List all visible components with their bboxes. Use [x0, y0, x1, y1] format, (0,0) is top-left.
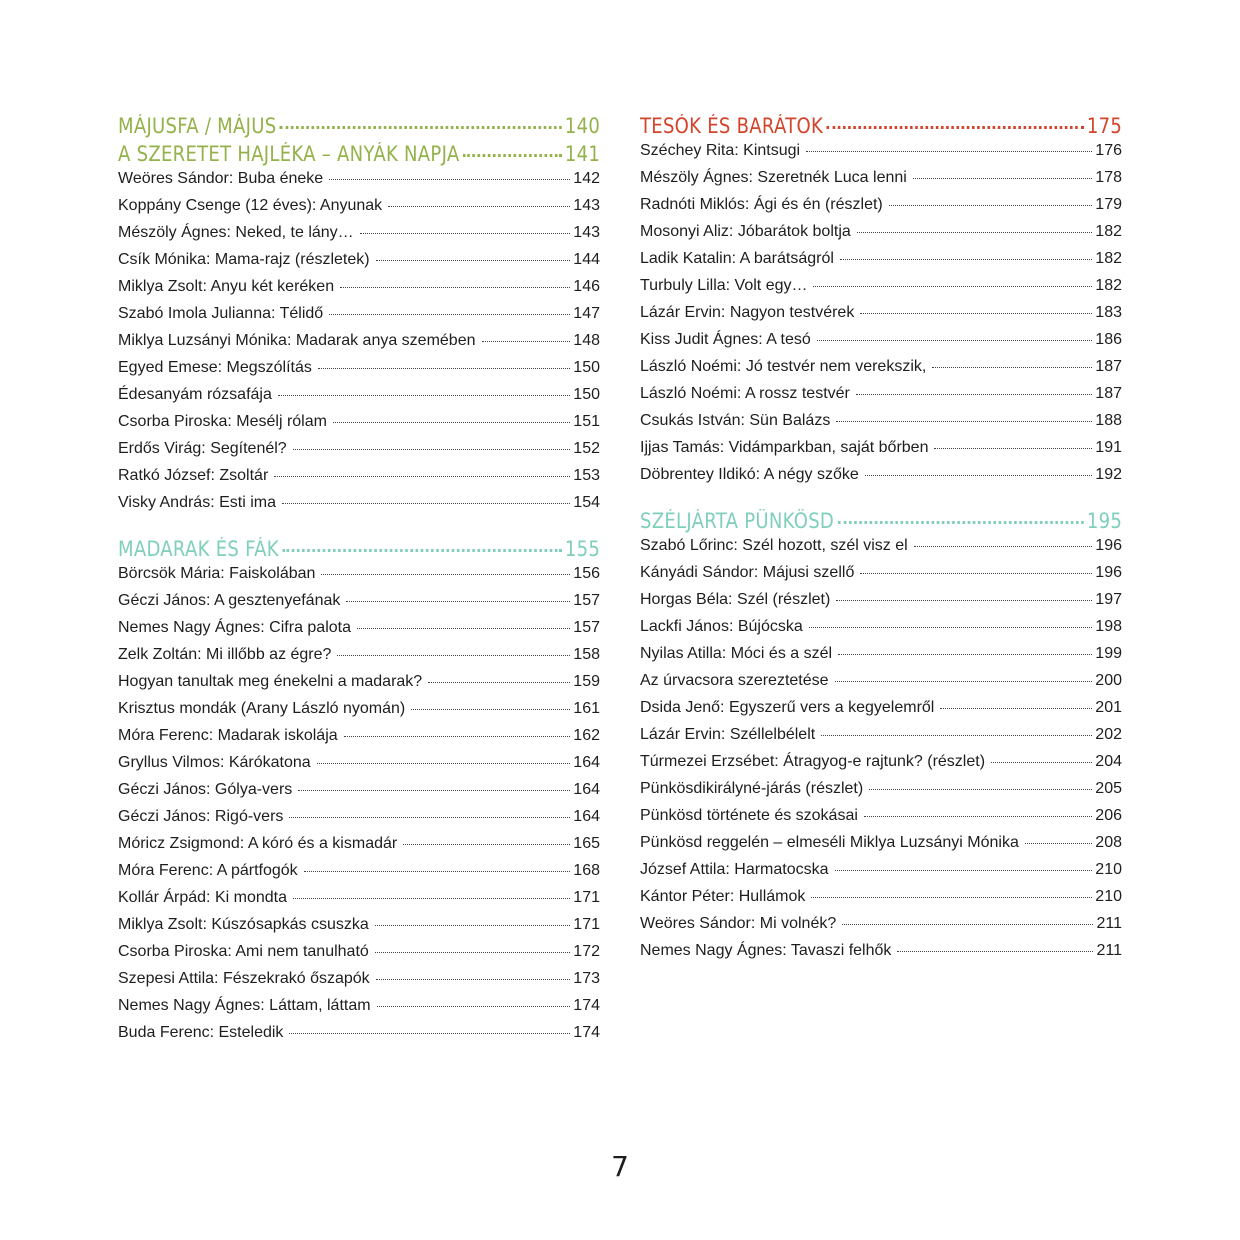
toc-entry-title: Móra Ferenc: Madarak iskolája [118, 727, 338, 744]
toc-entry-page: 210 [1095, 888, 1122, 905]
toc-entry [118, 278, 600, 305]
section-heading [118, 142, 600, 170]
toc-entry-page: 172 [573, 943, 600, 960]
toc-entry [118, 943, 600, 970]
dot-leader [293, 898, 570, 899]
dot-leader [860, 573, 1092, 574]
toc-entry-page: 210 [1095, 861, 1122, 878]
dot-leader [304, 871, 571, 872]
toc-entry-page: 146 [573, 278, 600, 295]
toc-entry-title: Hogyan tanultak meg énekelni a madarak? [118, 673, 423, 690]
dot-leader [482, 341, 571, 342]
dot-leader [360, 233, 571, 234]
toc-entry [118, 970, 600, 997]
toc-entry-page: 159 [573, 673, 600, 690]
toc-entry-title: Kányádi Sándor: Májusi szellő [640, 564, 855, 581]
toc-entry [118, 251, 600, 278]
toc-entry-list [640, 537, 1122, 969]
toc-entry-page: 157 [573, 619, 600, 636]
toc-entry-page: 196 [1095, 564, 1122, 581]
dot-leader [376, 260, 571, 261]
toc-entry-page: 171 [573, 889, 600, 906]
toc-entry [118, 332, 600, 359]
toc-entry-title: Radnóti Miklós: Ági és én (részlet) [640, 196, 883, 213]
dot-leader [329, 314, 570, 315]
toc-entry-title: Pünkösd reggelén – elmeséli Miklya Luzsányi Mónika [640, 834, 1019, 851]
toc-entry-title: Csukás István: Sün Balázs [640, 412, 831, 429]
toc-section [640, 114, 1122, 493]
toc-entry-title: Az úrvacsora szereztetése [640, 672, 829, 689]
section-heading-title: MADARAK ÉS FÁK [118, 537, 279, 561]
toc-entry-page: 202 [1095, 726, 1122, 743]
toc-section [640, 509, 1122, 969]
toc-entry-page: 182 [1095, 223, 1122, 240]
toc-entry-page: 165 [573, 835, 600, 852]
dot-leader [282, 549, 561, 552]
dot-leader [298, 790, 570, 791]
toc-entry-title: Szabó Imola Julianna: Télidő [118, 305, 324, 322]
toc-entry [640, 726, 1122, 753]
toc-entry-title: Nemes Nagy Ágnes: Láttam, láttam [118, 997, 371, 1014]
toc-entry-title: Egyed Emese: Megszólítás [118, 359, 312, 376]
dot-leader [289, 1033, 570, 1034]
toc-entry-title: László Noémi: Jó testvér nem verekszik, [640, 358, 927, 375]
toc-entry-title: László Noémi: A rossz testvér [640, 385, 850, 402]
dot-leader [403, 844, 570, 845]
dot-leader [282, 503, 570, 504]
toc-entry [118, 467, 600, 494]
toc-entry [118, 565, 600, 592]
toc-entry [640, 807, 1122, 834]
toc-entry-title: Weöres Sándor: Mi volnék? [640, 915, 837, 932]
toc-entry-page: 168 [573, 862, 600, 879]
toc-entry-title: Ladik Katalin: A barátságról [640, 250, 834, 267]
toc-entry [118, 997, 600, 1024]
dot-leader [375, 952, 571, 953]
toc-entry-page: 164 [573, 754, 600, 771]
section-heading-page: 195 [1086, 509, 1123, 533]
toc-section [118, 537, 600, 1051]
toc-entry-page: 142 [573, 170, 600, 187]
toc-entry [640, 645, 1122, 672]
dot-leader [913, 178, 1092, 179]
dot-leader [346, 601, 570, 602]
dot-leader [835, 870, 1093, 871]
toc-entry-title: Döbrentey Ildikó: A négy szőke [640, 466, 859, 483]
toc-entry-title: Géczi János: Rigó-vers [118, 808, 284, 825]
toc-entry-list [118, 170, 600, 521]
toc-entry-page: 201 [1095, 699, 1122, 716]
toc-entry [640, 564, 1122, 591]
toc-entry [640, 591, 1122, 618]
toc-entry-title: Turbuly Lilla: Volt egy… [640, 277, 808, 294]
toc-entry [640, 385, 1122, 412]
section-heading [118, 537, 600, 565]
dot-leader [869, 789, 1092, 790]
toc-entry [118, 862, 600, 889]
dot-leader [897, 951, 1093, 952]
toc-entry-title: Lázár Ervin: Széllelbélelt [640, 726, 816, 743]
toc-entry-title: Krisztus mondák (Arany László nyomán) [118, 700, 406, 717]
toc-entry [118, 413, 600, 440]
toc-entry [640, 861, 1122, 888]
toc-entry [118, 592, 600, 619]
toc-entry-title: Nemes Nagy Ágnes: Tavaszi felhők [640, 942, 892, 959]
toc-entry-title: Miklya Zsolt: Anyu két keréken [118, 278, 335, 295]
toc-entry-title: Buda Ferenc: Esteledik [118, 1024, 284, 1041]
toc-entry-title: Pünkösdikirályné-járás (részlet) [640, 780, 864, 797]
dot-leader [817, 340, 1093, 341]
dot-leader [826, 126, 1083, 129]
dot-leader [806, 151, 1092, 152]
toc-entry-page: 164 [573, 808, 600, 825]
toc-entry-title: Miklya Zsolt: Kúszósapkás csuszka [118, 916, 369, 933]
dot-leader [321, 574, 570, 575]
page-number: 7 [611, 1150, 629, 1183]
toc-entry-title: Ratkó József: Zsoltár [118, 467, 269, 484]
dot-leader [857, 232, 1093, 233]
toc-entry-page: 179 [1095, 196, 1122, 213]
toc-entry-title: Horgas Béla: Szél (részlet) [640, 591, 831, 608]
toc-entry-title: Széchey Rita: Kintsugi [640, 142, 801, 159]
toc-entry [118, 619, 600, 646]
toc-entry-page: 197 [1095, 591, 1122, 608]
toc-entry-title: Nemes Nagy Ágnes: Cifra palota [118, 619, 351, 636]
toc-entry-title: Móra Ferenc: A pártfogók [118, 862, 298, 879]
section-heading-page: 140 [564, 114, 601, 138]
toc-entry-page: 144 [573, 251, 600, 268]
toc-entry-page: 157 [573, 592, 600, 609]
toc-entry [640, 277, 1122, 304]
toc-entry-title: Géczi János: A gesztenyefának [118, 592, 341, 609]
dot-leader [932, 367, 1092, 368]
toc-entry-page: 156 [573, 565, 600, 582]
toc-entry [640, 466, 1122, 493]
toc-entry-page: 187 [1095, 358, 1122, 375]
toc-entry-page: 161 [573, 700, 600, 717]
section-heading-title: A SZERETET HAJLÉKA – ANYÁK NAPJA [118, 142, 460, 166]
toc-entry-page: 150 [573, 386, 600, 403]
toc-entry-page: 178 [1095, 169, 1122, 186]
dot-leader [889, 205, 1093, 206]
section-heading [640, 114, 1122, 142]
section-heading-page: 141 [564, 142, 601, 166]
toc-entry [118, 386, 600, 413]
toc-entry [640, 358, 1122, 385]
toc-entry-page: 153 [573, 467, 600, 484]
dot-leader [463, 154, 561, 157]
toc-entry-page: 174 [573, 1024, 600, 1041]
toc-entry-page: 186 [1095, 331, 1122, 348]
toc-entry-title: Kollár Árpád: Ki mondta [118, 889, 287, 906]
toc-entry-page: 198 [1095, 618, 1122, 635]
dot-leader [864, 816, 1092, 817]
toc-entry-page: 171 [573, 916, 600, 933]
toc-entry-title: Lázár Ervin: Nagyon testvérek [640, 304, 855, 321]
section-heading-title: TESÓK ÉS BARÁTOK [640, 114, 824, 138]
dot-leader [811, 897, 1092, 898]
toc-entry [640, 834, 1122, 861]
toc-entry [640, 439, 1122, 466]
dot-leader [934, 448, 1092, 449]
dot-leader [375, 925, 571, 926]
dot-leader [340, 287, 570, 288]
toc-entry-title: Gryllus Vilmos: Kárókatona [118, 754, 311, 771]
toc-entry-title: Erdős Virág: Segítenél? [118, 440, 287, 457]
toc-entry-page: 162 [573, 727, 600, 744]
toc-entry-title: Csorba Piroska: Ami nem tanulható [118, 943, 369, 960]
toc-entry [118, 305, 600, 332]
toc-entry-title: Édesanyám rózsafája [118, 386, 272, 403]
toc-entry-page: 152 [573, 440, 600, 457]
toc-entry-page: 176 [1095, 142, 1122, 159]
dot-leader [333, 422, 570, 423]
toc-entry [640, 888, 1122, 915]
toc-entry [118, 673, 600, 700]
toc-entry [118, 224, 600, 251]
toc-entry [640, 223, 1122, 250]
toc-entry [118, 646, 600, 673]
toc-entry [640, 196, 1122, 223]
toc-entry-title: Kiss Judit Ágnes: A tesó [640, 331, 811, 348]
toc-entry-list [118, 565, 600, 1051]
dot-leader [274, 476, 570, 477]
dot-leader [835, 681, 1093, 682]
toc-entry [118, 1024, 600, 1051]
toc-entry-list [640, 142, 1122, 493]
toc-entry-page: 150 [573, 359, 600, 376]
toc-entry-page: 200 [1095, 672, 1122, 689]
toc-entry [118, 440, 600, 467]
dot-leader [821, 735, 1092, 736]
toc-entry-title: Szepesi Attila: Fészekrakó őszapók [118, 970, 370, 987]
dot-leader [317, 763, 571, 764]
toc-entry-page: 199 [1095, 645, 1122, 662]
toc-entry-page: 174 [573, 997, 600, 1014]
toc-column-left [118, 114, 600, 1067]
toc-entry-page: 205 [1095, 780, 1122, 797]
dot-leader [860, 313, 1092, 314]
toc-entry-page: 158 [573, 646, 600, 663]
dot-leader [865, 475, 1093, 476]
toc-entry-title: Ijjas Tamás: Vidámparkban, saját bőrben [640, 439, 929, 456]
dot-leader [278, 395, 570, 396]
toc-entry [640, 753, 1122, 780]
toc-entry-page: 204 [1095, 753, 1122, 770]
toc-entry-page: 154 [573, 494, 600, 511]
toc-entry [640, 618, 1122, 645]
toc-entry-page: 192 [1095, 466, 1122, 483]
dot-leader [940, 708, 1092, 709]
dot-leader [318, 368, 570, 369]
toc-entry-title: Miklya Luzsányi Mónika: Madarak anya szemében [118, 332, 476, 349]
toc-entry [640, 412, 1122, 439]
toc-entry-page: 211 [1096, 942, 1122, 959]
toc-entry [118, 754, 600, 781]
toc-entry [118, 170, 600, 197]
dot-leader [836, 421, 1092, 422]
toc-entry [118, 835, 600, 862]
toc-entry-page: 191 [1095, 439, 1122, 456]
toc-entry-title: Mészöly Ágnes: Neked, te lány… [118, 224, 354, 241]
toc-entry-page: 196 [1095, 537, 1122, 554]
toc-entry-title: Nyilas Atilla: Móci és a szél [640, 645, 833, 662]
toc-entry [640, 169, 1122, 196]
toc-entry-title: Csík Mónika: Mama-rajz (részletek) [118, 251, 370, 268]
toc-entry-page: 187 [1095, 385, 1122, 402]
toc-entry [640, 250, 1122, 277]
dot-leader [377, 1006, 571, 1007]
toc-entry-page: 211 [1096, 915, 1122, 932]
toc-entry-title: Weöres Sándor: Buba éneke [118, 170, 324, 187]
dot-leader [289, 817, 570, 818]
toc-entry-page: 182 [1095, 250, 1122, 267]
toc-entry [640, 537, 1122, 564]
toc-entry-page: 147 [573, 305, 600, 322]
toc-entry [118, 781, 600, 808]
section-heading-title: SZÉLJÁRTA PÜNKÖSD [640, 509, 835, 533]
dot-leader [838, 654, 1092, 655]
dot-leader [411, 709, 570, 710]
dot-leader [856, 394, 1092, 395]
dot-leader [842, 924, 1093, 925]
dot-leader [344, 736, 571, 737]
section-heading-page: 155 [564, 537, 601, 561]
toc-entry-title: Túrmezei Erzsébet: Átragyog-e rajtunk? (részlet) [640, 753, 986, 770]
toc-entry [640, 672, 1122, 699]
dot-leader [337, 655, 570, 656]
dot-leader [388, 206, 570, 207]
toc-entry-title: Géczi János: Gólya-vers [118, 781, 293, 798]
toc-entry-title: Pünkösd története és szokásai [640, 807, 858, 824]
toc-entry-title: Csorba Piroska: Mesélj rólam [118, 413, 327, 430]
toc-entry-page: 173 [573, 970, 600, 987]
toc-entry-page: 182 [1095, 277, 1122, 294]
toc-entry-title: Koppány Csenge (12 éves): Anyunak [118, 197, 383, 214]
toc-entry [640, 915, 1122, 942]
toc-entry-title: Börcsök Mária: Faiskolában [118, 565, 316, 582]
section-heading-page: 175 [1086, 114, 1123, 138]
dot-leader [1025, 843, 1092, 844]
dot-leader [813, 286, 1092, 287]
dot-leader [836, 600, 1092, 601]
toc-entry [118, 808, 600, 835]
toc-entry [118, 359, 600, 386]
toc-entry-page: 188 [1095, 412, 1122, 429]
toc-entry [118, 197, 600, 224]
dot-leader [838, 521, 1084, 524]
toc-entry-title: Zelk Zoltán: Mi illőbb az égre? [118, 646, 332, 663]
toc-entry [640, 331, 1122, 358]
dot-leader [293, 449, 571, 450]
toc-entry-page: 143 [573, 197, 600, 214]
toc-entry-title: Visky András: Esti ima [118, 494, 276, 511]
toc-entry-title: Szabó Lőrinc: Szél hozott, szél visz el [640, 537, 908, 554]
toc-entry-title: Lackfi János: Bújócska [640, 618, 803, 635]
dot-leader [840, 259, 1092, 260]
toc-entry [640, 142, 1122, 169]
toc-entry [640, 699, 1122, 726]
dot-leader [357, 628, 570, 629]
toc-entry [640, 780, 1122, 807]
toc-entry [640, 942, 1122, 969]
toc-entry [118, 727, 600, 754]
dot-leader [329, 179, 570, 180]
dot-leader [428, 682, 570, 683]
dot-leader [991, 762, 1092, 763]
section-heading [640, 509, 1122, 537]
toc-entry-title: Dsida Jenő: Egyszerű vers a kegyelemről [640, 699, 935, 716]
toc-entry-title: Mészöly Ágnes: Szeretnék Luca lenni [640, 169, 907, 186]
section-heading [118, 114, 600, 142]
toc-entry-title: Móricz Zsigmond: A kóró és a kismadár [118, 835, 398, 852]
toc-entry-page: 143 [573, 224, 600, 241]
dot-leader [809, 627, 1093, 628]
toc-entry [118, 916, 600, 943]
toc-entry [118, 494, 600, 521]
toc-entry-title: Mosonyi Aliz: Jóbarátok boltja [640, 223, 851, 240]
dot-leader [376, 979, 571, 980]
section-heading-title: MÁJUSFA / MÁJUS [118, 114, 277, 138]
toc-entry [118, 889, 600, 916]
toc-entry [640, 304, 1122, 331]
toc-column-right [640, 114, 1122, 985]
toc-entry-page: 151 [573, 413, 600, 430]
toc-entry [118, 700, 600, 727]
toc-entry-page: 206 [1095, 807, 1122, 824]
dot-leader [914, 546, 1093, 547]
toc-entry-page: 148 [573, 332, 600, 349]
toc-entry-title: József Attila: Harmatocska [640, 861, 829, 878]
toc-section [118, 114, 600, 521]
toc-entry-title: Kántor Péter: Hullámok [640, 888, 806, 905]
toc-entry-page: 183 [1095, 304, 1122, 321]
dot-leader [280, 126, 562, 129]
toc-entry-page: 164 [573, 781, 600, 798]
toc-entry-page: 208 [1095, 834, 1122, 851]
